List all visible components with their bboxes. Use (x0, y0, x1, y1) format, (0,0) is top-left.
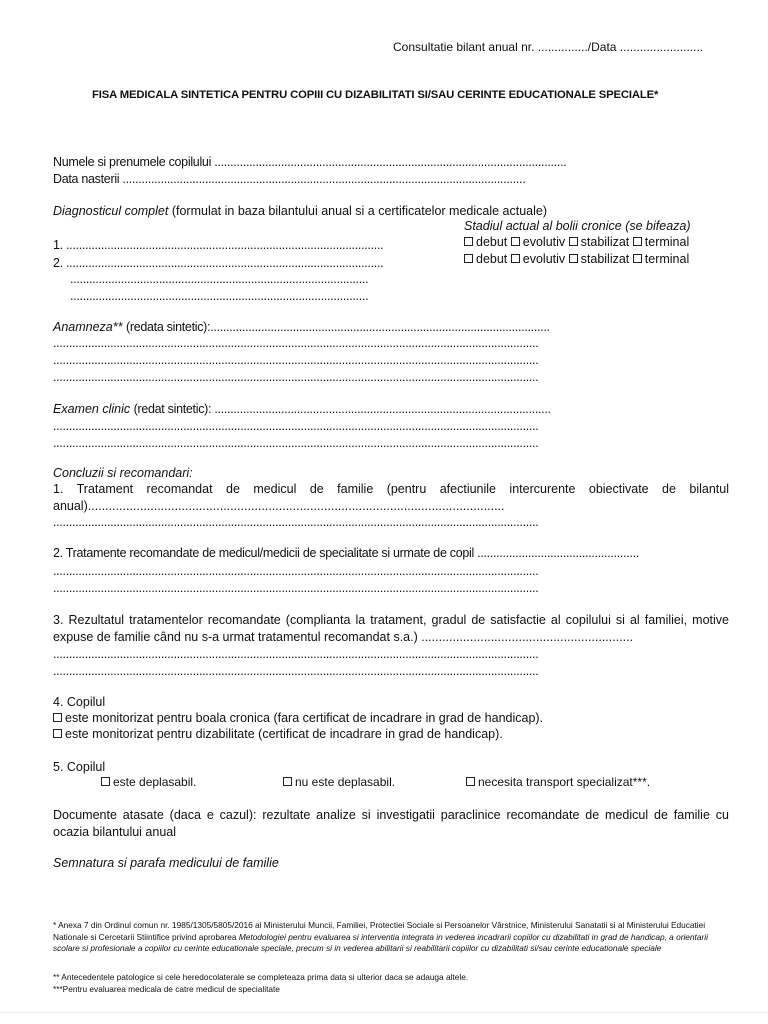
anamneza-label (53, 320, 550, 335)
stadiu-options-2 (464, 252, 689, 267)
copilul-4-option-2[interactable] (53, 727, 503, 742)
concluzii-label: Concluzii si recomandari: (53, 466, 193, 480)
checkbox-stabilizat-1[interactable] (569, 237, 578, 246)
copilul-4-option-1[interactable] (53, 711, 543, 726)
stadiu-label: Stadiul actual al bolii cronice (se bifeaza) (464, 219, 691, 233)
copilul-5-option-1[interactable] (101, 775, 196, 790)
copilul-4-option-1-text: este monitorizat pentru boala cronica (fara certificat de incadrare in grad de handicap). (65, 711, 544, 725)
checkbox-debut-2[interactable] (464, 254, 473, 263)
checkbox-debut-1[interactable] (464, 237, 473, 246)
option-evolutiv: evolutiv (522, 235, 566, 249)
option-debut: debut (476, 252, 508, 266)
anamneza-line-2[interactable]: ......................................................................................................................................................... (53, 353, 539, 367)
copilul-5-heading: 5. Copilul (53, 760, 106, 774)
concluzii-item-3-line-2[interactable]: ......................................................................................................................................................... (53, 664, 539, 678)
anamneza-label-rest[interactable]: (redata sintetic):........................................................................................................... (125, 320, 550, 334)
anamneza-line-3[interactable]: ......................................................................................................................................................... (53, 370, 539, 384)
copilul-5-option-3-text: necesita transport specializat***. (478, 775, 651, 789)
checkbox-stabilizat-2[interactable] (569, 254, 578, 263)
form-title: FISA MEDICALA SINTETICA PENTRU COPIII CU DIZABILITATI SI/SAU CERINTE EDUCATIONALE SPECIALE* (92, 89, 659, 101)
option-stabilizat: stabilizat (580, 252, 630, 266)
checkbox-dizabilitate[interactable] (53, 729, 62, 738)
diagnostic-line-3[interactable]: .............................................................................................. (70, 272, 369, 286)
diagnostic-label-rest: (formulat in baza bilantului anual si a certificatelor medicale actuale) (171, 204, 548, 218)
diagnostic-line-2[interactable]: 2. .................................................................................................... (53, 256, 384, 270)
footnote-3: ***Pentru evaluarea medicala de catre medicul de specialitate (53, 984, 280, 994)
copilul-4-heading: 4. Copilul (53, 695, 106, 709)
semnatura-label: Semnatura si parafa medicului de familie (53, 856, 279, 870)
documente-atasate: Documente atasate (daca e cazul): rezultate analize si investigatii paraclinice recomandate de medicul de familie cu ocazia bilantului anual (53, 808, 729, 839)
checkbox-transport[interactable] (466, 777, 475, 786)
checkbox-terminal-1[interactable] (633, 237, 642, 246)
examen-line-1[interactable]: ......................................................................................................................................................... (53, 419, 539, 433)
copilul-5-option-2-text: nu este deplasabil. (295, 775, 396, 789)
option-debut: debut (476, 235, 508, 249)
birth-date-field[interactable]: Data nasterii ............................................................................................................................... (53, 172, 526, 186)
concluzii-item-2-line-1[interactable]: ......................................................................................................................................................... (53, 564, 539, 578)
option-terminal: terminal (644, 235, 690, 249)
concluzii-item-1-line[interactable]: ......................................................................................................................................................... (53, 515, 539, 529)
copilul-5-option-2[interactable] (283, 775, 395, 790)
anamneza-line-1[interactable]: ......................................................................................................................................................... (53, 336, 539, 350)
copilul-5-option-1-text: este deplasabil. (113, 775, 197, 789)
concluzii-item-2[interactable]: 2. Tratamente recomandate de medicul/medicii de specialitate si urmate de copil ................................................... (53, 546, 639, 560)
option-terminal: terminal (644, 252, 690, 266)
copilul-4-option-2-text: este monitorizat pentru dizabilitate (certificat de incadrare in grad de handicap). (65, 727, 503, 741)
concluzii-item-2-line-2[interactable]: ......................................................................................................................................................... (53, 581, 539, 595)
checkbox-deplasabil[interactable] (101, 777, 110, 786)
diagnostic-line-1[interactable]: 1. .................................................................................................... (53, 238, 384, 252)
option-evolutiv: evolutiv (522, 252, 566, 266)
footnote-1 (53, 920, 733, 955)
concluzii-item-1[interactable]: 1. Tratament recomandat de medicul de familie (pentru afectiunile intercurente obiectivate de bilantul anual)........................................................................................................................ (53, 482, 729, 513)
checkbox-evolutiv-2[interactable] (511, 254, 520, 263)
diagnostic-label-text: Diagnosticul complet (53, 204, 169, 218)
checkbox-evolutiv-1[interactable] (511, 237, 520, 246)
page-edge (0, 1012, 768, 1013)
child-name-field[interactable]: Numele si prenumele copilului ............................................................................................................... (53, 155, 567, 169)
examen-label-rest[interactable]: (redat sintetic): .......................................................................................................... (133, 402, 551, 416)
diagnostic-line-4[interactable]: .............................................................................................. (70, 289, 369, 303)
diagnostic-label (53, 204, 547, 219)
copilul-5-option-3[interactable] (466, 775, 650, 790)
footnote-2: ** Antecedentele patologice si cele heredocolaterale se completeaza prima data si ulterior daca se adauga altele. (53, 972, 469, 982)
footnote-1b: Metodologiei pentru evaluarea si interventia integrata in vederea incadrarii copiilor cu dizabilitati in grad de handicap, a orientarii scolare si profesionale a copiilor cu cerinte educationale speciale, precum si in vederea abilitarii si reabilitarii copiilor cu dizabilitati si/sau cerinte educationale speciale (53, 931, 708, 953)
examen-label-text: Examen clinic (53, 402, 131, 416)
concluzii-item-3-line-1[interactable]: ......................................................................................................................................................... (53, 647, 539, 661)
examen-label (53, 402, 551, 417)
bilant-header: Consultatie bilant anual nr. .............../Data ......................... (393, 40, 704, 54)
checkbox-terminal-2[interactable] (633, 254, 642, 263)
concluzii-item-3[interactable]: 3. Rezultatul tratamentelor recomandate (complianta la tratament, gradul de satisfactie al copilului si al familiei, motive expuse de familie când nu s-a urmat tratamentul recomandat s.a.) ............................................................. (53, 613, 729, 644)
footnote-1a: * Anexa 7 din Ordinul comun nr. 1985/1305/5805/2016 al Ministerului Muncii, Familiei, Protectiei Sociale si Persoanelor Vârstnice, Ministerului Sanatatii si al Ministerului Educatiei Nationale si Cercetarii Stiintifice privind aprobarea (53, 920, 706, 942)
stadiu-options-1 (464, 235, 689, 250)
anamneza-label-text: Anamneza** (53, 320, 123, 334)
examen-line-2[interactable]: ......................................................................................................................................................... (53, 436, 539, 450)
checkbox-nedeplasabil[interactable] (283, 777, 292, 786)
option-stabilizat: stabilizat (580, 235, 630, 249)
checkbox-boala-cronica[interactable] (53, 713, 62, 722)
